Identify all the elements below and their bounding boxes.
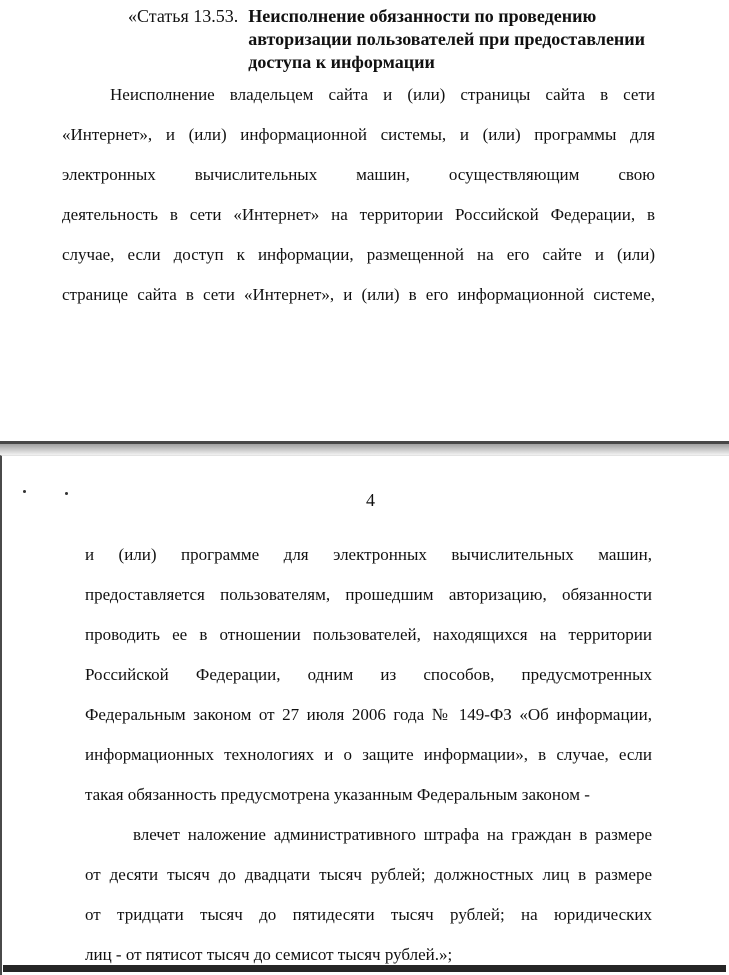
page-top [0, 0, 729, 441]
body-text-line: такая обязанность предусмотрена указанным Федеральным законом - [85, 785, 590, 804]
article-title-line: Неисполнение обязанности по проведению [248, 6, 597, 26]
page-bottom [0, 455, 729, 975]
article-title-line: авторизации пользователей при предоставлении [248, 29, 646, 49]
page-top-body [62, 75, 655, 315]
body-text-line: проводить ее в отношении пользователей, находящихся на территории [85, 625, 652, 644]
page-break-shadow [0, 444, 729, 455]
page-bottom-body [85, 535, 652, 975]
body-text-line: электронных вычислительных машин, осуществляющим свою [62, 165, 655, 184]
body-text-line: от тридцати тысяч до пятидесяти тысяч рублей; на юридических [85, 905, 652, 924]
body-text-line: информационных технологиях и о защите информации», в случае, если [85, 745, 652, 764]
scan-bottom-edge [3, 965, 726, 972]
body-text-line: лиц - от пятисот тысяч до семисот тысяч рублей.»; [85, 945, 453, 964]
body-text-line: «Интернет», и (или) информационной системы, и (или) программы для [62, 125, 655, 144]
body-text-line: предоставляется пользователям, прошедшим авторизацию, обязанности [85, 585, 652, 604]
ink-speck [23, 490, 26, 493]
ink-speck [65, 492, 68, 495]
article-title-line: доступа к информации [248, 52, 435, 72]
article-number: «Статья 13.53. [128, 6, 239, 26]
body-text-line: от десяти тысяч до двадцати тысяч рублей; должностных лиц в размере [85, 865, 652, 884]
body-text-line: Неисполнение владельцем сайта и (или) страницы сайта в сети [110, 85, 655, 104]
article-title [248, 5, 678, 74]
body-text-line: случае, если доступ к информации, размещенной на его сайте и (или) [62, 245, 655, 264]
body-text-line: деятельность в сети «Интернет» на территории Российской Федерации, в [62, 205, 655, 224]
article-heading [128, 5, 678, 74]
body-text-line: и (или) программе для электронных вычислительных машин, [85, 545, 652, 564]
page-number: 4 [366, 490, 375, 510]
body-text-line: Российской Федерации, одним из способов, предусмотренных [85, 665, 652, 684]
body-text-line: странице сайта в сети «Интернет», и (или) в его информационной системе, [62, 285, 655, 304]
body-text-line: влечет наложение административного штрафа на граждан в размере [133, 825, 652, 844]
body-text-line: Федеральным законом от 27 июля 2006 года № 149-ФЗ «Об информации, [85, 705, 652, 724]
